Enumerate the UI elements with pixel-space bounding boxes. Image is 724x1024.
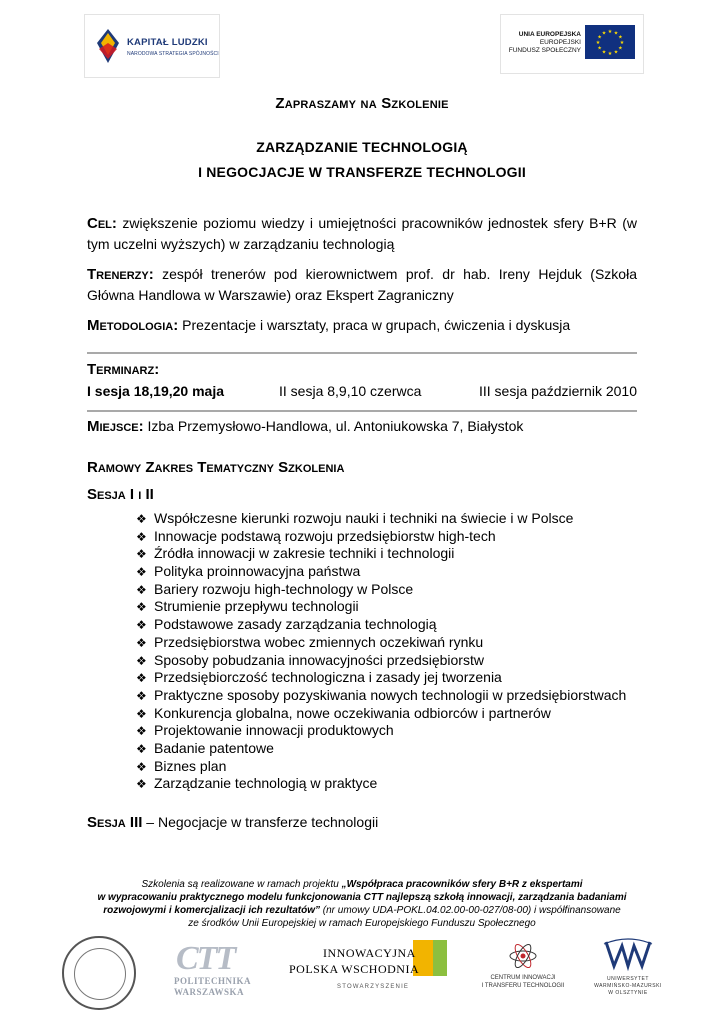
ci-line1: CENTRUM INNOWACJI — [490, 975, 556, 981]
session-2: II sesja 8,9,10 czerwca — [279, 383, 422, 399]
diamond-bullet-icon: ❖ — [136, 547, 147, 562]
training-title-line1: ZARZĄDZANIE TECHNOLOGIĄ — [256, 139, 468, 155]
svg-text:★: ★ — [618, 45, 623, 52]
funding-note-line1-bold: „Współpraca pracowników sfery B+R z ekspertami — [341, 879, 583, 890]
uwm-line1: UNIWERSYTET — [607, 976, 649, 982]
diamond-bullet-icon: ❖ — [136, 759, 147, 774]
diamond-bullet-icon: ❖ — [136, 653, 147, 668]
location-label: Miejsce: — [87, 418, 144, 435]
kapital-ludzki-logo — [84, 14, 220, 78]
uwm-line3: W OLSZTYNIE — [608, 990, 648, 996]
politechnika-seal-logo — [62, 936, 136, 1010]
topic-item — [136, 510, 626, 528]
diamond-bullet-icon: ❖ — [136, 724, 147, 739]
topic-text: Przedsiębiorczość technologiczna i zasady jej tworzenia — [154, 669, 502, 686]
session-3-paragraph — [87, 812, 637, 833]
topic-text: Sposoby pobudzania innowacyjności przedsiębiorstw — [154, 651, 484, 668]
funding-note-line2 — [0, 891, 724, 904]
diamond-bullet-icon: ❖ — [136, 688, 147, 703]
politechnika-seal-inner — [74, 948, 126, 1000]
uwm-mark-icon — [602, 938, 654, 972]
diamond-bullet-icon: ❖ — [136, 512, 147, 526]
ci-text — [478, 974, 568, 990]
ctt-mark: CTT — [176, 940, 235, 977]
topic-item — [136, 722, 626, 740]
diamond-bullet-icon: ❖ — [136, 565, 147, 580]
topic-item — [136, 740, 626, 758]
kapital-ludzki-mark-icon — [97, 29, 119, 63]
topic-item — [136, 775, 626, 793]
topic-item — [136, 616, 626, 634]
kapital-ludzki-title: KAPITAŁ LUDZKI — [127, 37, 208, 48]
goal-text: zwiększenie poziomu wiedzy i umiejętności pracowników jednostek sfery B+R (w tym uczelni wyższych) w zarządzaniu technologią — [87, 215, 637, 252]
svg-text:★: ★ — [607, 29, 613, 35]
topic-text: Strumienie przepływu technologii — [154, 598, 359, 615]
location-text: Izba Przemysłowo-Handlowa, ul. Antoniukowska 7, Białystok — [143, 418, 524, 434]
funding-note-line1 — [0, 878, 724, 891]
topics-heading-label: Ramowy Zakres Tematyczny Szkolenia — [87, 459, 345, 476]
funding-note-line3-plain: (nr umowy UDA-POKL.04.02.00-00-027/08-00) i współfinansowane — [320, 905, 621, 916]
session-1: I sesja 18,19,20 maja — [87, 383, 224, 399]
uwm-logo — [592, 936, 664, 1016]
topic-item — [136, 598, 626, 616]
topic-text: Praktyczne sposoby pozyskiwania nowych technologii w przedsiębiorstwach — [154, 686, 627, 703]
eu-logo-line1: UNIA EUROPEJSKA — [518, 31, 581, 38]
eu-logo-text — [509, 31, 581, 55]
diamond-bullet-icon: ❖ — [136, 635, 147, 650]
invite-heading: Zapraszamy na Szkolenie — [275, 95, 449, 112]
topics-heading — [87, 457, 637, 478]
diamond-bullet-icon: ❖ — [136, 529, 147, 544]
topic-text: Polityka proinnowacyjna państwa — [154, 563, 361, 580]
ci-line2: I TRANSFERU TECHNOLOGII — [481, 983, 565, 989]
svg-text:★: ★ — [595, 40, 601, 46]
topic-item — [136, 758, 626, 776]
funding-note — [0, 878, 724, 930]
ipw-line2: POLSKA WSCHODNIA — [289, 962, 420, 976]
topic-text: Projektowanie innowacji produktowych — [154, 722, 394, 739]
diamond-bullet-icon: ❖ — [136, 671, 147, 686]
sessions-1-2-heading — [87, 484, 637, 505]
session-3-label: Sesja III — [87, 814, 143, 831]
eu-logo — [500, 14, 644, 74]
funding-note-line1-plain: Szkolenia są realizowane w ramach projektu — [141, 879, 342, 890]
svg-text:★: ★ — [607, 51, 613, 57]
topic-text: Badanie patentowe — [154, 739, 274, 756]
training-title-line2: I NEGOCJACJE W TRANSFERZE TECHNOLOGII — [198, 164, 526, 180]
topic-text: Bariery rozwoju high-technology w Polsce — [154, 580, 414, 597]
atom-icon — [508, 938, 538, 974]
session-3: III sesja październik 2010 — [479, 383, 637, 399]
trainers-label: Trenerzy: — [87, 266, 154, 283]
diamond-bullet-icon: ❖ — [136, 741, 147, 756]
ctt-logo — [170, 940, 266, 1004]
methodology-paragraph — [87, 315, 637, 336]
svg-text:★: ★ — [597, 34, 602, 41]
svg-text:★: ★ — [613, 49, 619, 56]
trainers-text: zespół trenerów pod kierownictwem prof. dr hab. Ireny Hejduk (Szkoła Główna Handlowa w Warszawie) oraz Ekspert Zagraniczny — [87, 266, 637, 303]
svg-text:★: ★ — [601, 49, 607, 56]
methodology-label: Metodologia: — [87, 317, 179, 334]
ctt-subtitle — [174, 976, 251, 998]
topics-list — [136, 510, 626, 793]
svg-text:★: ★ — [601, 30, 607, 37]
centrum-innowacji-logo — [478, 938, 568, 1004]
ctt-sub1: POLITECHNIKA — [174, 976, 252, 986]
ipw-green-block — [433, 940, 447, 976]
session-3-text: – Negocjacje w transferze technologii — [142, 814, 379, 830]
funding-note-line3-bold: rozwojowymi i komercjalizacji ich rezultatów” — [103, 905, 320, 916]
eu-flag-icon — [585, 25, 635, 59]
funding-note-line4: ze środków Unii Europejskiej w ramach Europejskiego Funduszu Społecznego — [188, 918, 536, 929]
divider-bottom — [87, 410, 637, 412]
topic-text: Konkurencja globalna, nowe oczekiwania odbiorców i partnerów — [154, 704, 551, 721]
ipw-line3: STOWARZYSZENIE — [337, 984, 410, 990]
topic-item — [136, 634, 626, 652]
diamond-bullet-icon: ❖ — [136, 600, 147, 615]
topic-text: Zarządzanie technologią w praktyce — [154, 775, 378, 792]
diamond-bullet-icon: ❖ — [136, 582, 147, 597]
topic-text: Źródła innowacji w zakresie techniki i technologii — [154, 545, 455, 562]
topic-text: Innowacje podstawą rozwoju przedsiębiorstw high-tech — [154, 527, 496, 544]
topic-item — [136, 528, 626, 546]
diamond-bullet-icon: ❖ — [136, 777, 147, 792]
diamond-bullet-icon: ❖ — [136, 618, 147, 633]
topic-item — [136, 687, 626, 705]
schedule-heading — [87, 359, 637, 380]
goal-paragraph — [87, 213, 637, 255]
ctt-sub2: WARSZAWSKA — [174, 987, 245, 997]
eu-logo-line3: FUNDUSZ SPOŁECZNY — [508, 47, 581, 54]
kapital-ludzki-subtitle: NARODOWA STRATEGIA SPÓJNOŚCI — [127, 51, 219, 57]
topic-text: Podstawowe zasady zarządzania technologią — [154, 616, 437, 633]
topic-item — [136, 563, 626, 581]
topic-item — [136, 705, 626, 723]
divider-top — [87, 352, 637, 354]
topic-item — [136, 581, 626, 599]
svg-text:★: ★ — [619, 40, 625, 46]
funding-note-line3 — [0, 904, 724, 917]
sessions-1-2-label: Sesja I i II — [87, 486, 154, 503]
ipw-line1: INNOWACYJNA — [323, 946, 416, 960]
uwm-line2: WARMIŃSKO-MAZURSKI — [594, 983, 662, 989]
innowacyjna-polska-wschodnia-logo — [285, 940, 455, 1010]
svg-text:★: ★ — [613, 30, 619, 37]
eu-logo-line2: EUROPEJSKI — [539, 39, 581, 46]
location-paragraph — [87, 416, 637, 437]
schedule-label: Terminarz: — [87, 361, 160, 378]
schedule-sessions — [87, 383, 637, 403]
uwm-text — [592, 976, 664, 997]
funding-note-line2-bold: w wypracowaniu praktycznego modelu funkcjonowania CTT najlepszą szkołą innowacji, zarządzania badaniami — [97, 892, 627, 903]
svg-text:★: ★ — [597, 45, 602, 52]
topic-item — [136, 669, 626, 687]
topic-text: Biznes plan — [154, 757, 227, 774]
topic-text: Przedsiębiorstwa wobec zmiennych oczekiwań rynku — [154, 633, 484, 650]
methodology-text: Prezentacje i warsztaty, praca w grupach, ćwiczenia i dyskusja — [178, 317, 571, 333]
goal-label: Cel: — [87, 215, 117, 232]
trainers-paragraph — [87, 264, 637, 306]
topic-item — [136, 545, 626, 563]
topic-item — [136, 652, 626, 670]
diamond-bullet-icon: ❖ — [136, 706, 147, 721]
svg-text:★: ★ — [618, 34, 623, 41]
topic-text: Współczesne kierunki rozwoju nauki i techniki na świecie i w Polsce — [154, 510, 574, 526]
